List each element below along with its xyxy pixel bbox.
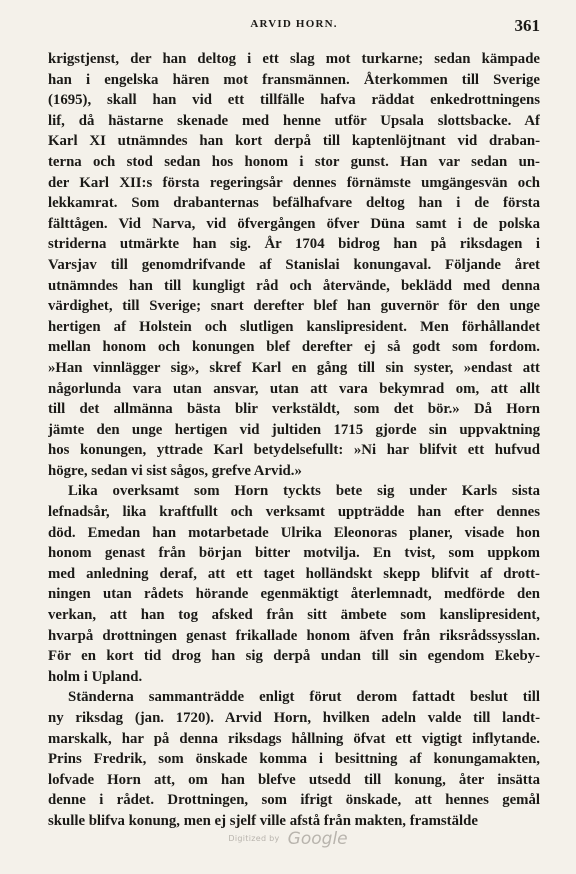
text-line: hertigen af Holstein och slutligen kanslipresident. Men förhållandet: [48, 318, 540, 335]
running-title: ARVID HORN.: [250, 18, 338, 30]
page-number: 361: [514, 16, 540, 35]
text-line: Varsjav till genomdrifvande af Stanislai konungaval. Följande året: [48, 256, 540, 273]
text-line: Prins Fredrik, som önskade komma i besittning af konungamakten,: [48, 751, 540, 768]
text-line: denne i rådet. Drottningen, som ifrigt önskade, att hennes gemål: [48, 792, 540, 809]
text-line: lefnadsår, lika kraftfullt och verksamt uppträdde han efter dennes: [48, 504, 540, 521]
text-line: ningen utan rådets hörande egenmäktigt återlemnadt, medförde den: [48, 586, 540, 603]
text-line: krigstjenst, der han deltog i ett slag mot turkarne; sedan kämpade: [48, 51, 540, 67]
text-line: (1695), skall han vid ett tillfälle hafva räddat enkedrottningens: [48, 92, 540, 109]
text-line: jämte den unge hertigen vid jultiden 1715 gjorde sin uppvaktning: [48, 421, 540, 438]
text-line: lekkamrat. Som drabanternas befälhafvare deltog han i de första: [48, 195, 540, 212]
google-logo: Google: [287, 828, 348, 849]
text-line: terna och stod sedan hos honom i stor gunst. Han var sedan un-: [48, 153, 540, 170]
text-line: han i engelska hären mot fransmännen. Återkommen till Sverige: [48, 71, 540, 88]
text-line: holm i Upland.: [48, 668, 143, 685]
text-line: död. Emedan han motarbetade Ulrika Eleonoras planer, visade hon: [48, 524, 540, 541]
text-line: hos konungen, yttrade Karl betydelsefullt: »Ni har blifvit ett hufvud: [48, 442, 540, 459]
text-line: värdighet, till Sverige; snart derefter blef han guvernör för den unge: [48, 298, 540, 315]
text-line: skulle blifva konung, men ej sjelf ville afstå från makten, framstälde: [48, 812, 478, 829]
text-line: mellan honom och konungen blef derefter ej så godt som fordom.: [48, 339, 540, 356]
text-line: med anledning deraf, att ett taget holländskt skepp blifvit af drott-: [48, 565, 540, 582]
text-line: »Han vinnlägger sig», skref Karl en gång till sin syster, »endast att: [48, 359, 540, 376]
text-line: fälttågen. Vid Narva, vid öfvergången öfver Düna samt i de polska: [48, 215, 540, 232]
paragraph: [48, 49, 540, 481]
text-line: ny riksdag (jan. 1720). Arvid Horn, hvilken adeln valde till landt-: [48, 710, 540, 726]
text-line: till det allmänna bästa blir verkstäldt, som det bör.» Då Horn: [48, 401, 540, 418]
text-line: utnämndes han till kungligt råd och återvände, beklädd med denna: [48, 277, 540, 294]
text-line: För en kort tid drog han sig derpå undan till sin egendom Ekeby-: [48, 648, 540, 665]
running-head: [48, 16, 540, 40]
text-line: någorlunda vara utan ansvar, utan att vara bekymrad om, att allt: [48, 380, 540, 397]
text-line: Karl XI utnämndes han kort derpå till kaptenlöjtnant vid draban-: [48, 133, 540, 150]
text-line: lif, då hästarne skenade med henne utför Upsala slottsbacke. Af: [48, 112, 540, 129]
paragraph: [48, 481, 540, 687]
text-line: verkan, att han tog afsked från sitt ämbete som kanslipresident,: [48, 607, 540, 624]
text-line: lofvade Horn att, om han blefve utsedd till konung, åter insätta: [48, 771, 540, 788]
paragraph: [48, 687, 540, 831]
text-line: Ständerna sammanträdde enligt förut derom fattadt beslut till: [68, 689, 540, 706]
watermark-caption: Digitized by: [228, 834, 280, 843]
text-line: striderna utmärkte han sig. År 1704 bidrog han på riksdagen i: [48, 236, 540, 253]
text-line: högre, sedan vi sist sågos, grefve Arvid.»: [48, 462, 302, 479]
text-line: der Karl XII:s första regeringsår dennes förnämste umgängesvän och: [48, 174, 540, 191]
digitization-watermark: [0, 828, 576, 849]
text-line: hvarpå drottningen genast frikallade honom äfven från riksrådssysslan.: [48, 627, 540, 644]
text-line: marskalk, har på denna riksdags hållning öfvat ett vigtigt inflytande.: [48, 730, 540, 747]
text-line: Lika overksamt som Horn tyckts bete sig under Karls sista: [68, 483, 540, 500]
text-line: honom genast från början bitter motvilja. En tvist, som uppkom: [48, 545, 540, 562]
body-text: [48, 49, 540, 832]
